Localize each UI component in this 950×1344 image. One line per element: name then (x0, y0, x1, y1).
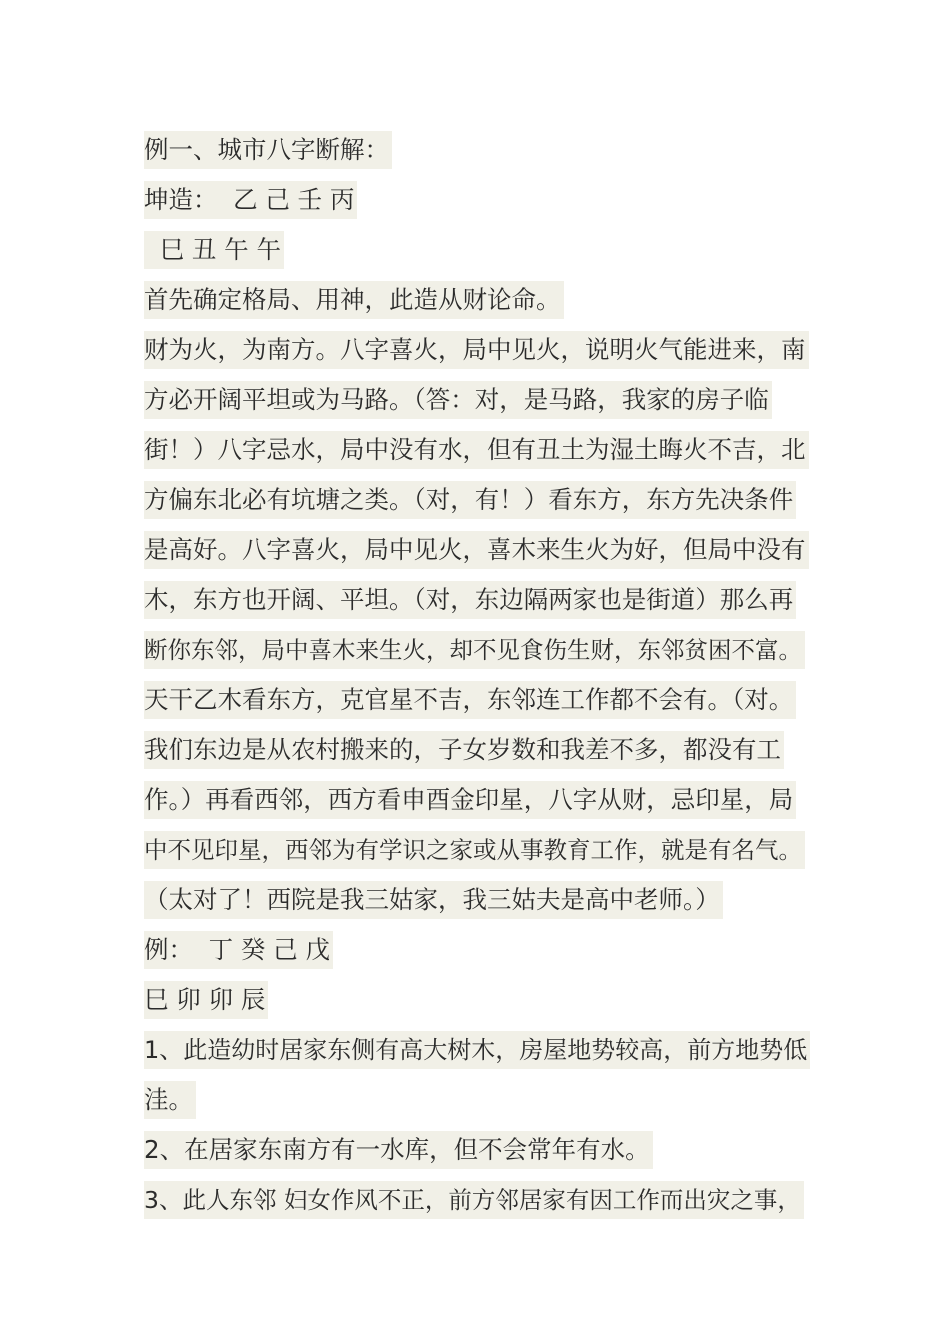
paragraph-line: 是高好。八字喜火，局中见火，喜木来生火为好，但局中没有 (144, 531, 809, 569)
text-line (144, 631, 834, 681)
text-line (144, 831, 834, 881)
text-line (144, 1131, 834, 1181)
text-line (144, 1031, 834, 1081)
heading-example-1: 例一、城市八字断解： (144, 131, 392, 169)
text-line (144, 581, 834, 631)
text-line (144, 781, 834, 831)
paragraph-line: 中不见印星，西邻为有学识之家或从事教育工作，就是有名气。 (144, 831, 805, 869)
paragraph-line: 方偏东北必有坑塘之类。（对，有！）看东方，东方先决条件 (144, 481, 796, 519)
text-line (144, 181, 834, 231)
text-line (144, 381, 834, 431)
list-item-2: 2、在居家东南方有一水库，但不会常年有水。 (144, 1131, 653, 1169)
list-item-1: 1、此造幼时居家东侧有高大树木，房屋地势较高，前方地势低 (144, 1031, 810, 1069)
text-line (144, 681, 834, 731)
bazi-example-2-stems: 例： 丁 癸 己 戊 (144, 931, 333, 969)
bazi-example-2-branches: 巳 卯 卯 辰 (144, 981, 268, 1019)
paragraph-line: 首先确定格局、用神，此造从财论命。 (144, 281, 564, 319)
text-line (144, 231, 834, 281)
text-line (144, 531, 834, 581)
bazi-heavenly-stems: 坤造： 乙 己 壬 丙 (144, 181, 357, 219)
paragraph-line: 断你东邻，局中喜木来生火，却不见食伤生财，东邻贫困不富。 (144, 631, 805, 669)
paragraph-line: 财为火，为南方。八字喜火，局中见火，说明火气能进来，南 (144, 331, 809, 369)
text-line (144, 431, 834, 481)
paragraph-line: 作。）再看西邻，西方看申酉金印星，八字从财，忌印星，局 (144, 781, 796, 819)
paragraph-line: 木，东方也开阔、平坦。（对，东边隔两家也是街道）那么再 (144, 581, 796, 619)
text-line (144, 1081, 834, 1131)
text-line (144, 331, 834, 381)
text-line (144, 1181, 834, 1231)
text-line (144, 481, 834, 531)
text-line (144, 881, 834, 931)
paragraph-line: （太对了！西院是我三姑家，我三姑夫是高中老师。） (144, 881, 723, 919)
list-item-3: 3、此人东邻 妇女作风不正，前方邻居家有因工作而出灾之事， (144, 1181, 804, 1219)
paragraph-line: 街！）八字忌水，局中没有水，但有丑土为湿土晦火不吉，北 (144, 431, 809, 469)
paragraph-line: 方必开阔平坦或为马路。（答：对，是马路，我家的房子临 (144, 381, 772, 419)
text-line (144, 931, 834, 981)
text-line (144, 981, 834, 1031)
text-line (144, 131, 834, 181)
text-line (144, 281, 834, 331)
document-body (144, 131, 834, 1231)
paragraph-line: 我们东边是从农村搬来的，子女岁数和我差不多，都没有工 (144, 731, 784, 769)
list-item-1-continued: 洼。 (144, 1081, 196, 1119)
paragraph-line: 天干乙木看东方，克官星不吉，东邻连工作都不会有。（对。 (144, 681, 796, 719)
bazi-earthly-branches: 巳 丑 午 午 (144, 231, 284, 269)
text-line (144, 731, 834, 781)
